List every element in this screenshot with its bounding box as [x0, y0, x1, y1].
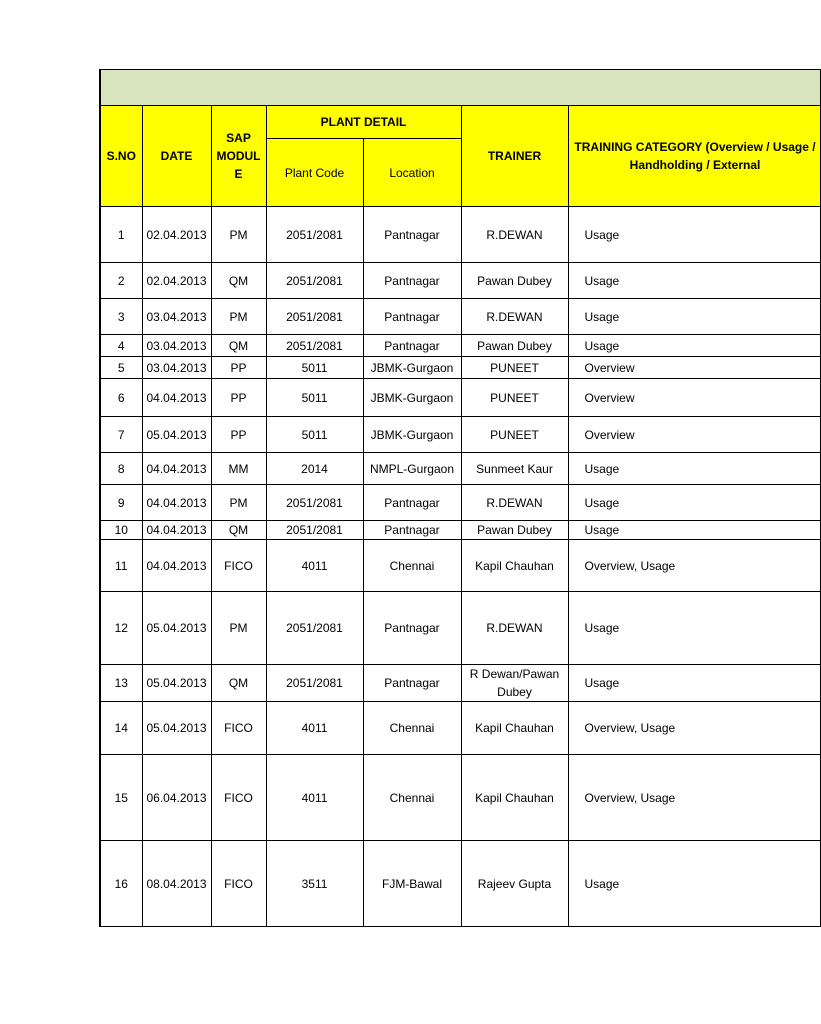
table-row	[100, 335, 820, 357]
cell-module: QM	[211, 335, 266, 357]
cell-category: Overview	[568, 379, 820, 417]
cell-module: FICO	[211, 702, 266, 755]
cell-category: Usage	[568, 592, 820, 665]
cell-location: Pantnagar	[363, 521, 461, 540]
cell-location: Chennai	[363, 755, 461, 841]
cell-category: Overview	[568, 417, 820, 453]
cell-module: PM	[211, 207, 266, 263]
header-sno: S.NO	[100, 106, 142, 207]
cell-location: JBMK-Gurgaon	[363, 357, 461, 379]
cell-sno: 1	[100, 207, 142, 263]
title-band-row	[100, 70, 820, 106]
table-row	[100, 665, 820, 702]
cell-date: 04.04.2013	[142, 540, 211, 592]
table-row	[100, 263, 820, 299]
cell-module: FICO	[211, 540, 266, 592]
header-sap-module: SAP MODUL E	[211, 106, 266, 207]
cell-plant-code: 5011	[266, 417, 363, 453]
cell-category: Overview	[568, 357, 820, 379]
cell-location: FJM-Bawal	[363, 841, 461, 927]
header-location: Location	[363, 139, 461, 207]
cell-location: Pantnagar	[363, 665, 461, 702]
cell-date: 05.04.2013	[142, 592, 211, 665]
cell-plant-code: 2051/2081	[266, 485, 363, 521]
cell-trainer: Rajeev Gupta	[461, 841, 568, 927]
table-row	[100, 702, 820, 755]
cell-plant-code: 5011	[266, 379, 363, 417]
cell-date: 06.04.2013	[142, 755, 211, 841]
cell-category: Overview, Usage	[568, 702, 820, 755]
cell-location: Pantnagar	[363, 207, 461, 263]
cell-sno: 2	[100, 263, 142, 299]
table-row	[100, 841, 820, 927]
cell-plant-code: 3511	[266, 841, 363, 927]
cell-date: 04.04.2013	[142, 521, 211, 540]
cell-location: Pantnagar	[363, 263, 461, 299]
cell-trainer: PUNEET	[461, 357, 568, 379]
cell-location: NMPL-Gurgaon	[363, 453, 461, 485]
cell-category: Usage	[568, 207, 820, 263]
cell-sno: 11	[100, 540, 142, 592]
cell-module: PP	[211, 417, 266, 453]
cell-trainer: R Dewan/Pawan Dubey	[461, 665, 568, 702]
table-row	[100, 540, 820, 592]
cell-location: Pantnagar	[363, 299, 461, 335]
cell-trainer: Kapil Chauhan	[461, 702, 568, 755]
cell-plant-code: 2051/2081	[266, 335, 363, 357]
cell-date: 04.04.2013	[142, 379, 211, 417]
cell-module: QM	[211, 665, 266, 702]
cell-location: Chennai	[363, 702, 461, 755]
table-row	[100, 521, 820, 540]
cell-module: PM	[211, 592, 266, 665]
cell-category: Usage	[568, 299, 820, 335]
cell-sno: 8	[100, 453, 142, 485]
cell-trainer: Pawan Dubey	[461, 521, 568, 540]
cell-date: 04.04.2013	[142, 453, 211, 485]
cell-sno: 7	[100, 417, 142, 453]
cell-sno: 4	[100, 335, 142, 357]
cell-module: QM	[211, 521, 266, 540]
cell-plant-code: 4011	[266, 702, 363, 755]
cell-sno: 12	[100, 592, 142, 665]
cell-plant-code: 4011	[266, 540, 363, 592]
cell-location: Pantnagar	[363, 485, 461, 521]
cell-module: MM	[211, 453, 266, 485]
cell-sno: 9	[100, 485, 142, 521]
cell-sno: 16	[100, 841, 142, 927]
cell-date: 03.04.2013	[142, 299, 211, 335]
cell-location: Pantnagar	[363, 592, 461, 665]
cell-trainer: Kapil Chauhan	[461, 540, 568, 592]
cell-category: Usage	[568, 665, 820, 702]
cell-category: Usage	[568, 335, 820, 357]
cell-category: Usage	[568, 841, 820, 927]
cell-module: QM	[211, 263, 266, 299]
cell-sno: 10	[100, 521, 142, 540]
cell-date: 05.04.2013	[142, 702, 211, 755]
cell-location: Chennai	[363, 540, 461, 592]
header-row-1	[100, 106, 820, 139]
cell-date: 05.04.2013	[142, 665, 211, 702]
cell-trainer: PUNEET	[461, 379, 568, 417]
table-row	[100, 379, 820, 417]
cell-date: 02.04.2013	[142, 207, 211, 263]
cell-trainer: Pawan Dubey	[461, 335, 568, 357]
table-row	[100, 417, 820, 453]
cell-sno: 13	[100, 665, 142, 702]
cell-date: 02.04.2013	[142, 263, 211, 299]
cell-plant-code: 2014	[266, 453, 363, 485]
cell-plant-code: 2051/2081	[266, 665, 363, 702]
cell-module: FICO	[211, 755, 266, 841]
cell-trainer: R.DEWAN	[461, 299, 568, 335]
table-row	[100, 357, 820, 379]
table-row	[100, 299, 820, 335]
cell-module: PP	[211, 357, 266, 379]
cell-plant-code: 2051/2081	[266, 207, 363, 263]
header-date: DATE	[142, 106, 211, 207]
cell-category: Overview, Usage	[568, 755, 820, 841]
cell-category: Usage	[568, 263, 820, 299]
table-row	[100, 207, 820, 263]
cell-sno: 15	[100, 755, 142, 841]
cell-module: FICO	[211, 841, 266, 927]
cell-date: 03.04.2013	[142, 357, 211, 379]
cell-module: PM	[211, 485, 266, 521]
training-schedule-table	[99, 69, 821, 927]
cell-category: Usage	[568, 485, 820, 521]
cell-sno: 5	[100, 357, 142, 379]
cell-plant-code: 2051/2081	[266, 592, 363, 665]
cell-trainer: Sunmeet Kaur	[461, 453, 568, 485]
cell-sno: 6	[100, 379, 142, 417]
cell-trainer: R.DEWAN	[461, 485, 568, 521]
cell-category: Usage	[568, 453, 820, 485]
cell-plant-code: 4011	[266, 755, 363, 841]
cell-date: 04.04.2013	[142, 485, 211, 521]
cell-trainer: PUNEET	[461, 417, 568, 453]
cell-plant-code: 2051/2081	[266, 521, 363, 540]
cell-sno: 3	[100, 299, 142, 335]
cell-plant-code: 2051/2081	[266, 299, 363, 335]
cell-sno: 14	[100, 702, 142, 755]
cell-plant-code: 2051/2081	[266, 263, 363, 299]
header-training-category: TRAINING CATEGORY (Overview / Usage / Handholding / External	[568, 106, 820, 207]
spreadsheet-viewport	[99, 69, 816, 928]
title-band-cell	[100, 70, 820, 106]
cell-trainer: Kapil Chauhan	[461, 755, 568, 841]
cell-location: Pantnagar	[363, 335, 461, 357]
table-row	[100, 485, 820, 521]
table-row	[100, 453, 820, 485]
cell-date: 03.04.2013	[142, 335, 211, 357]
cell-date: 05.04.2013	[142, 417, 211, 453]
cell-category: Usage	[568, 521, 820, 540]
header-plant-detail: PLANT DETAIL	[266, 106, 461, 139]
cell-date: 08.04.2013	[142, 841, 211, 927]
header-trainer: TRAINER	[461, 106, 568, 207]
cell-category: Overview, Usage	[568, 540, 820, 592]
header-plant-code: Plant Code	[266, 139, 363, 207]
cell-plant-code: 5011	[266, 357, 363, 379]
cell-module: PP	[211, 379, 266, 417]
table-row	[100, 755, 820, 841]
cell-trainer: R.DEWAN	[461, 207, 568, 263]
cell-trainer: R.DEWAN	[461, 592, 568, 665]
cell-trainer: Pawan Dubey	[461, 263, 568, 299]
cell-location: JBMK-Gurgaon	[363, 379, 461, 417]
cell-location: JBMK-Gurgaon	[363, 417, 461, 453]
table-row	[100, 592, 820, 665]
cell-module: PM	[211, 299, 266, 335]
